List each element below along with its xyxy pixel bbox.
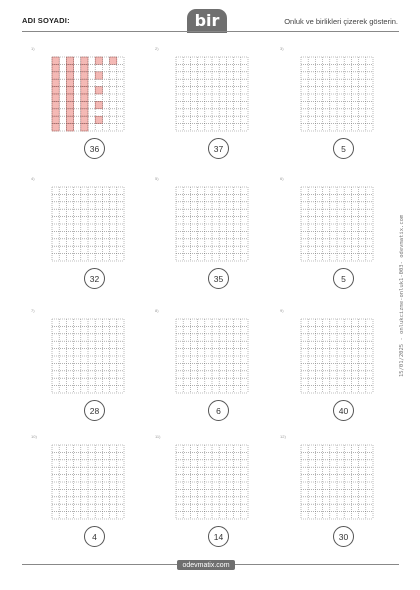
ten-rod-cell xyxy=(81,109,88,116)
ten-rod-cell xyxy=(52,64,59,71)
ten-rod-cell xyxy=(52,87,59,94)
target-number: 40 xyxy=(333,400,354,421)
ten-rod-cell xyxy=(52,72,59,79)
side-watermark: 15/01/2025 - onlukcizme-onluk1-003- odevmatix.com xyxy=(399,214,405,377)
question-cell xyxy=(29,176,161,300)
dotted-grid[interactable] xyxy=(175,186,249,262)
ten-rod-cell xyxy=(81,94,88,101)
ten-rod-cell xyxy=(66,116,73,123)
question-label: 4) xyxy=(31,176,35,181)
dotted-grid[interactable] xyxy=(300,318,374,394)
dotted-grid[interactable] xyxy=(175,56,249,132)
question-label: 3) xyxy=(280,46,284,51)
target-number: 5 xyxy=(333,268,354,289)
ten-rod-cell xyxy=(66,94,73,101)
question-label: 11) xyxy=(155,434,161,439)
ten-rod-cell xyxy=(66,101,73,108)
ten-rod-cell xyxy=(66,72,73,79)
target-number: 36 xyxy=(84,138,105,159)
question-cell xyxy=(278,46,410,170)
ten-rod-cell xyxy=(66,79,73,86)
footer-logo xyxy=(177,560,235,570)
dotted-grid[interactable] xyxy=(175,444,249,520)
ten-rod-cell xyxy=(52,79,59,86)
question-cell xyxy=(153,46,285,170)
dotted-grid[interactable] xyxy=(51,186,125,262)
ten-rod-cell xyxy=(66,124,73,131)
target-number: 35 xyxy=(208,268,229,289)
target-number: 14 xyxy=(208,526,229,547)
logo-box xyxy=(187,9,227,33)
question-cell xyxy=(153,308,285,432)
one-unit-cell xyxy=(95,72,102,79)
logo-text: bir xyxy=(194,11,220,30)
target-number: 6 xyxy=(208,400,229,421)
ten-rod-cell xyxy=(81,101,88,108)
target-number: 4 xyxy=(84,526,105,547)
one-unit-cell xyxy=(110,57,117,64)
ten-rod-cell xyxy=(81,57,88,64)
question-cell xyxy=(278,434,410,558)
dotted-grid[interactable] xyxy=(175,318,249,394)
footer-site: odevmatix.com xyxy=(182,561,230,569)
target-number: 32 xyxy=(84,268,105,289)
ten-rod-cell xyxy=(66,64,73,71)
name-label: ADI SOYADI: xyxy=(22,16,70,25)
ten-rod-cell xyxy=(81,72,88,79)
target-number: 28 xyxy=(84,400,105,421)
ten-rod-cell xyxy=(81,79,88,86)
ten-rod-cell xyxy=(52,109,59,116)
question-label: 1) xyxy=(31,46,35,51)
question-cell xyxy=(29,46,161,170)
ten-rod-cell xyxy=(52,94,59,101)
question-cell xyxy=(29,308,161,432)
dotted-grid[interactable] xyxy=(300,56,374,132)
target-number: 37 xyxy=(208,138,229,159)
dotted-grid[interactable] xyxy=(51,56,125,132)
question-cell xyxy=(153,176,285,300)
question-label: 5) xyxy=(155,176,159,181)
one-unit-cell xyxy=(95,87,102,94)
ten-rod-cell xyxy=(81,87,88,94)
ten-rod-cell xyxy=(81,124,88,131)
question-cell xyxy=(278,308,410,432)
one-unit-cell xyxy=(95,101,102,108)
header-divider xyxy=(22,31,399,32)
one-unit-cell xyxy=(95,116,102,123)
question-label: 9) xyxy=(280,308,284,313)
target-number: 30 xyxy=(333,526,354,547)
ten-rod-cell xyxy=(66,109,73,116)
dotted-grid[interactable] xyxy=(51,444,125,520)
ten-rod-cell xyxy=(52,101,59,108)
question-label: 2) xyxy=(155,46,159,51)
instruction-text: Onluk ve birlikleri çizerek gösterin. xyxy=(284,17,398,26)
ten-rod-cell xyxy=(52,124,59,131)
ten-rod-cell xyxy=(66,57,73,64)
ten-rod-cell xyxy=(52,57,59,64)
ten-rod-cell xyxy=(66,87,73,94)
dotted-grid[interactable] xyxy=(300,186,374,262)
question-cell xyxy=(278,176,410,300)
question-label: 8) xyxy=(155,308,159,313)
question-label: 6) xyxy=(280,176,284,181)
target-number: 5 xyxy=(333,138,354,159)
dotted-grid[interactable] xyxy=(51,318,125,394)
question-label: 7) xyxy=(31,308,35,313)
question-label: 10) xyxy=(31,434,37,439)
ten-rod-cell xyxy=(81,64,88,71)
one-unit-cell xyxy=(95,57,102,64)
question-label: 12) xyxy=(280,434,286,439)
ten-rod-cell xyxy=(52,116,59,123)
ten-rod-cell xyxy=(81,116,88,123)
dotted-grid[interactable] xyxy=(300,444,374,520)
